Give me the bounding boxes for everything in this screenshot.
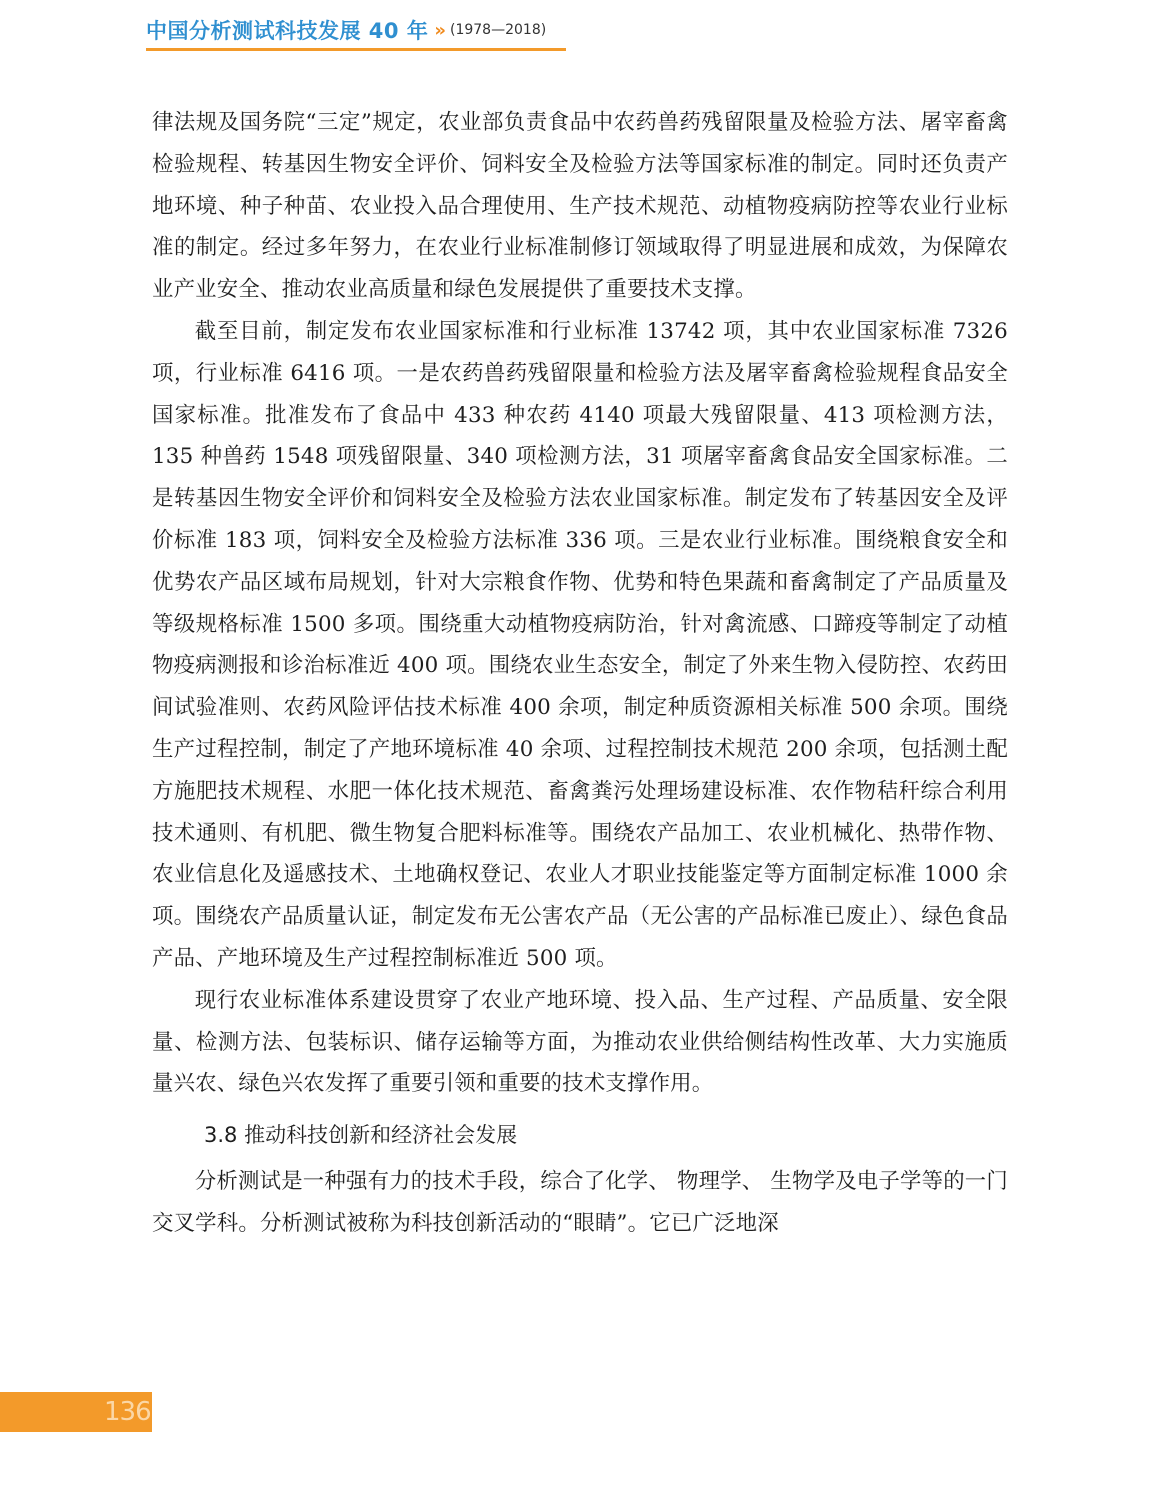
paragraph-continued: 律法规及国务院“三定”规定，农业部负责食品中农药兽药残留限量及检验方法、屠宰畜禽检验规程、转基因生物安全评价、饲料安全及检验方法等国家标准的制定。同时还负责产地环境、种子种苗、农业投入品合理使用、生产技术规范、动植物疫病防控等农业行业标准的制定。经过多年努力，在农业行业标准制修订领域取得了明显进展和成效，为保障农业产业安全、推动农业高质量和绿色发展提供了重要技术支撑。	[152, 110, 1008, 303]
body-text	[152, 102, 1008, 1245]
section-heading: 3.8 推动科技创新和经济社会发展	[204, 1123, 518, 1148]
page-number: 136	[104, 1397, 151, 1427]
double-chevron-icon: »	[434, 19, 446, 41]
running-header	[146, 12, 546, 48]
paragraph-standards-statistics: 截至目前，制定发布农业国家标准和行业标准 13742 项，其中农业国家标准 7326 项，行业标准 6416 项。一是农药兽药残留限量和检验方法及屠宰畜禽检验规程食品安全国家标准。批准发布了食品中 433 种农药 4140 项最大残留限量、413 项检测方法，135 种兽药 1548 项残留限量、340 项检测方法，31 项屠宰畜禽食品安全国家标准。二是转基因生物安全评价和饲料安全及检验方法农业国家标准。制定发布了转基因安全及评价标准 183 项，饲料安全及检验方法标准 336 项。三是农业行业标准。围绕粮食安全和优势农产品区域布局规划，针对大宗粮食作物、优势和特色果蔬和畜禽制定了产品质量及等级规格标准 1500 多项。围绕重大动植物疫病防治，针对禽流感、口蹄疫等制定了动植物疫病测报和诊治标准近 400 项。围绕农业生态安全，制定了外来生物入侵防控、农药田间试验准则、农药风险评估技术标准 400 余项，制定种质资源相关标准 500 余项。围绕生产过程控制，制定了产地环境标准 40 余项、过程控制技术规范 200 余项，包括测土配方施肥技术规程、水肥一体化技术规范、畜禽粪污处理场建设标准、农作物秸秆综合利用技术通则、有机肥、微生物复合肥料标准等。围绕农产品加工、农业机械化、热带作物、农业信息化及遥感技术、土地确权登记、农业人才职业技能鉴定等方面制定标准 1000 余项。围绕农产品质量认证，制定发布无公害农产品（无公害的产品标准已废止）、绿色食品产品、产地环境及生产过程控制标准近 500 项。	[152, 318, 1008, 971]
year-range: (1978—2018)	[450, 22, 547, 38]
header-rule	[146, 48, 566, 51]
book-title: 中国分析测试科技发展 40 年	[146, 19, 429, 43]
paragraph-section-intro: 分析测试是一种强有力的技术手段，综合了化学、 物理学、 生物学及电子学等的一门交叉学科。分析测试被称为科技创新活动的“眼睛”。它已广泛地深	[152, 1169, 1008, 1236]
paragraph-standards-system: 现行农业标准体系建设贯穿了农业产地环境、投入品、生产过程、产品质量、安全限量、检测方法、包装标识、储存运输等方面，为推动农业供给侧结构性改革、大力实施质量兴农、绿色兴农发挥了重要引领和重要的技术支撑作用。	[152, 987, 1008, 1097]
